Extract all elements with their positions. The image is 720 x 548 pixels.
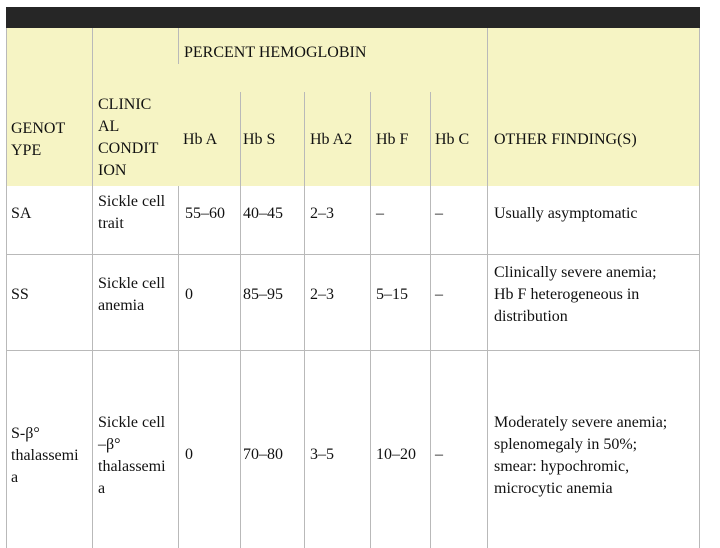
- header-clinical-condition: CLINIC AL CONDIT ION: [98, 96, 159, 179]
- row-sa-hba: 55–60: [185, 205, 225, 222]
- grid-line: [430, 92, 431, 548]
- row-sbt-genotype: S-β° thalassemi a: [11, 425, 79, 486]
- row-ss-genotype: SS: [11, 286, 29, 303]
- row-sa-hba2: 2–3: [310, 205, 334, 222]
- row-divider: [6, 350, 700, 351]
- grid-line: [370, 92, 371, 548]
- grid-line: [92, 28, 93, 548]
- row-sa-genotype: SA: [11, 205, 32, 222]
- row-ss-hbs: 85–95: [243, 286, 283, 303]
- row-sa-hbf: –: [376, 205, 384, 222]
- row-sbt-hba2: 3–5: [310, 446, 334, 463]
- row-ss-other: Clinically severe anemia; Hb F heterogeneous in distribution: [494, 264, 657, 325]
- header-other-findings: OTHER FINDING(S): [494, 131, 637, 148]
- top-dark-bar: [6, 7, 700, 28]
- row-sa-hbs: 40–45: [243, 205, 283, 222]
- row-sa-clinical: Sickle cell trait: [98, 193, 166, 232]
- header-hb-c: Hb C: [435, 131, 470, 148]
- hemoglobin-table: [6, 28, 700, 548]
- header-hb-f: Hb F: [376, 131, 409, 148]
- row-ss-hbc: –: [435, 286, 443, 303]
- grid-line: [178, 28, 179, 64]
- grid-line: [304, 92, 305, 548]
- grid-line: [6, 28, 7, 548]
- header-hb-a: Hb A: [183, 131, 218, 148]
- row-ss-hbf: 5–15: [376, 286, 408, 303]
- row-sa-hbc: –: [435, 205, 443, 222]
- grid-line: [178, 186, 179, 548]
- header-hb-s: Hb S: [243, 131, 276, 148]
- header-genotype: GENOT YPE: [11, 120, 66, 159]
- row-divider: [6, 254, 700, 255]
- grid-line: [240, 92, 241, 548]
- row-sbt-clinical: Sickle cell –β° thalassemi a: [98, 414, 166, 497]
- row-ss-hba: 0: [185, 286, 193, 303]
- grid-line: [487, 28, 488, 548]
- row-sbt-hbf: 10–20: [376, 446, 416, 463]
- row-ss-clinical: Sickle cell anemia: [98, 275, 166, 314]
- header-hb-a2: Hb A2: [310, 131, 353, 148]
- row-sa-other: Usually asymptomatic: [494, 205, 638, 222]
- table-title: PERCENT HEMOGLOBIN: [184, 44, 367, 61]
- row-sbt-hba: 0: [185, 446, 193, 463]
- row-ss-hba2: 2–3: [310, 286, 334, 303]
- row-sbt-hbc: –: [435, 446, 443, 463]
- row-sbt-other: Moderately severe anemia; splenomegaly in 50%; smear: hypochromic, microcytic anemia: [494, 414, 668, 497]
- grid-line: [699, 28, 700, 548]
- row-sbt-hbs: 70–80: [243, 446, 283, 463]
